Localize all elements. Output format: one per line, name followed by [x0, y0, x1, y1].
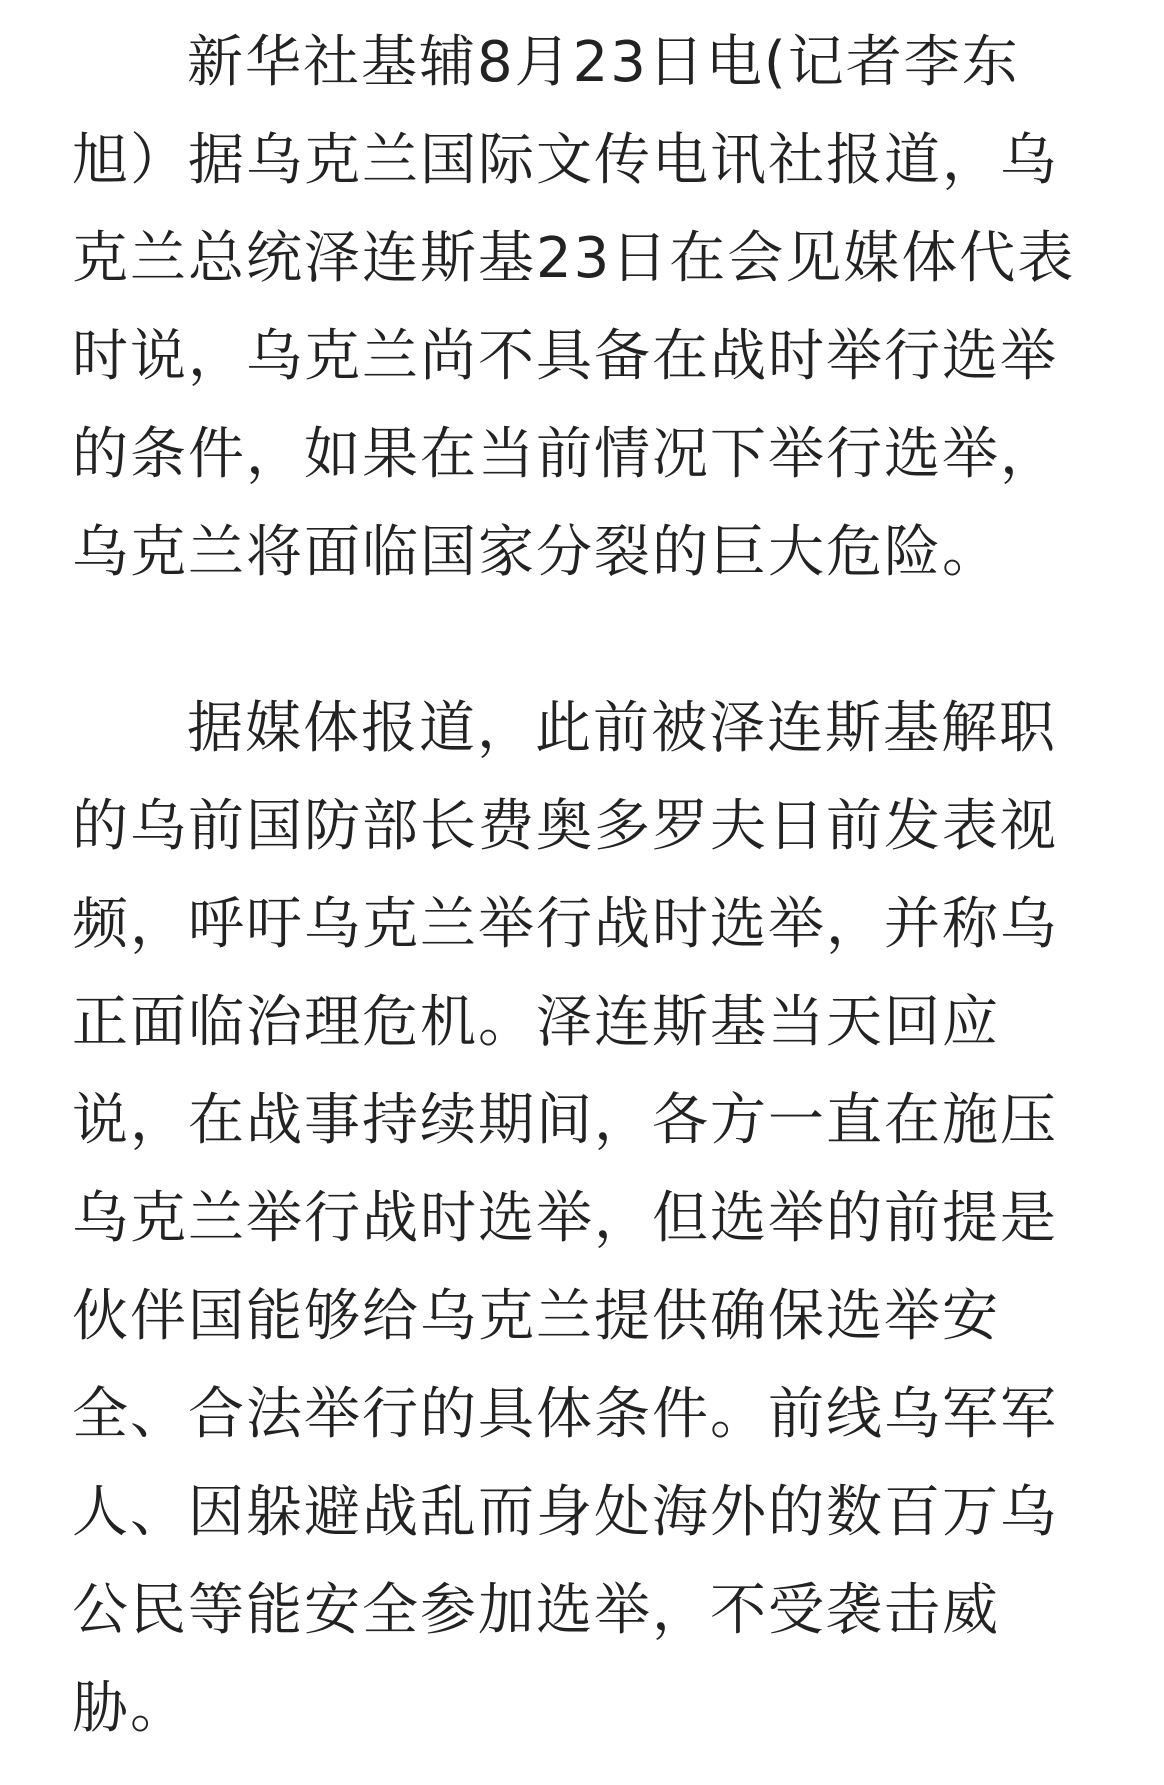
text-line: 全、合法举行的具体条件。前线乌军军	[72, 1382, 1058, 1447]
text-line: 乌克兰将面临国家分裂的巨大危险。	[72, 520, 1000, 585]
text-line: 据媒体报道，此前被泽连斯基解职	[187, 696, 1057, 761]
text-line: 新华社基辅8月23日电(记者李东	[187, 30, 1020, 95]
text-line: 的乌前国防部长费奥多罗夫日前发表视	[72, 794, 1058, 859]
paragraph-1	[72, 14, 1107, 602]
text-line: 伙伴国能够给乌克兰提供确保选举安	[72, 1284, 1000, 1349]
text-line: 胁。	[72, 1676, 188, 1741]
text-line: 人、因躲避战乱而身处海外的数百万乌	[72, 1480, 1058, 1545]
text-line: 频，呼吁乌克兰举行战时选举，并称乌	[72, 892, 1058, 957]
text-line: 说，在战事持续期间，各方一直在施压	[72, 1088, 1058, 1153]
text-line: 乌克兰举行战时选举，但选举的前提是	[72, 1186, 1058, 1251]
text-line: 公民等能安全参加选举，不受袭击威	[72, 1578, 1000, 1643]
text-line: 正面临治理危机。泽连斯基当天回应	[72, 990, 1000, 1055]
text-line: 时说，乌克兰尚不具备在战时举行选举	[72, 324, 1058, 389]
paragraph-2	[72, 680, 1107, 1758]
text-line: 的条件，如果在当前情况下举行选举，	[72, 422, 1058, 487]
text-line: 克兰总统泽连斯基23日在会见媒体代表	[72, 226, 1076, 291]
text-line: 旭）据乌克兰国际文传电讯社报道，乌	[72, 128, 1058, 193]
